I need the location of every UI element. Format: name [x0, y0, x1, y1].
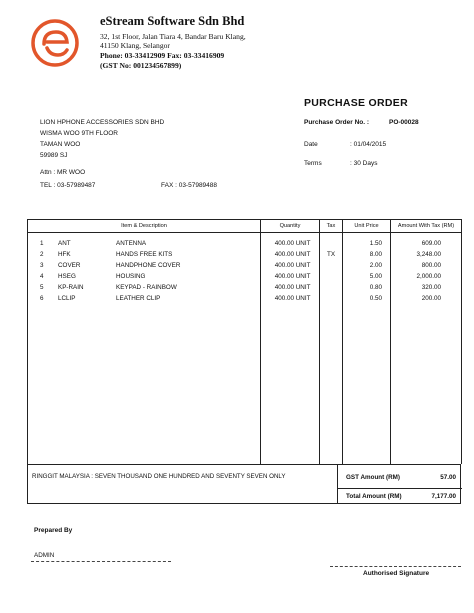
amount-column	[391, 233, 462, 465]
item-description: HANDS FREE KITS	[116, 251, 173, 258]
amount-in-words: RINGGIT MALAYSIA : SEVEN THOUSAND ONE HUNDRED AND SEVENTY SEVEN ONLY	[32, 473, 286, 480]
date-label: Date	[304, 141, 318, 148]
item-amount: 200.00	[421, 295, 441, 302]
supplier-address-line-3: 59989 SJ	[40, 152, 68, 159]
item-unit-price: 0.80	[369, 284, 382, 291]
item-description: KEYPAD - RAINBOW	[116, 284, 177, 291]
tax-column	[320, 233, 343, 465]
company-name: eStream Software Sdn Bhd	[100, 14, 245, 28]
item-quantity: 400.00	[274, 240, 294, 247]
supplier-name: LION HPHONE ACCESSORIES SDN BHD	[40, 119, 165, 126]
row-number: 5	[40, 284, 44, 291]
authorised-signature-line	[330, 566, 461, 567]
item-quantity: 400.00	[274, 295, 294, 302]
row-number: 6	[40, 295, 44, 302]
table-row	[28, 293, 260, 304]
header-quantity: Quantity	[261, 220, 320, 233]
item-tax	[320, 271, 342, 282]
table-header-row	[28, 220, 462, 233]
quantity-column	[261, 233, 320, 465]
item-amount: 3,248.00	[416, 251, 441, 258]
item-quantity: 400.00	[274, 251, 294, 258]
po-number-label: Purchase Order No. :	[304, 119, 370, 126]
item-amount: 609.00	[421, 240, 441, 247]
table-body	[28, 233, 462, 465]
header-unit-price: Unit Price	[343, 220, 391, 233]
row-number: 4	[40, 273, 44, 280]
item-quantity: 400.00	[274, 284, 294, 291]
item-uom: UNIT	[295, 262, 311, 269]
prepared-by-label: Prepared By	[34, 527, 73, 534]
item-description: HOUSING	[116, 273, 146, 280]
supplier-attn: Attn : MR WOO	[40, 169, 86, 176]
header-tax: Tax	[320, 220, 343, 233]
item-unit-price: 0.50	[369, 295, 382, 302]
row-number: 2	[40, 251, 44, 258]
table-row	[28, 271, 260, 282]
item-description-column	[28, 233, 261, 465]
item-uom: UNIT	[295, 240, 311, 247]
prepared-by-name: ADMIN	[34, 552, 55, 559]
item-amount: 2,000.00	[416, 273, 441, 280]
item-code: ANT	[58, 240, 71, 247]
item-quantity: 400.00	[274, 262, 294, 269]
po-number-value: PO-00028	[389, 119, 419, 126]
row-number: 1	[40, 240, 44, 247]
items-table	[27, 219, 462, 464]
item-uom: UNIT	[295, 284, 311, 291]
table-row	[28, 260, 260, 271]
supplier-address-line-1: WISMA WOO 9TH FLOOR	[40, 130, 119, 137]
company-logo	[30, 18, 80, 68]
item-unit-price: 8.00	[369, 251, 382, 258]
item-unit-price: 1.50	[369, 240, 382, 247]
item-tax	[320, 260, 342, 271]
item-amount: 320.00	[421, 284, 441, 291]
unit-price-column	[343, 233, 391, 465]
item-unit-price: 2.00	[369, 262, 382, 269]
item-tax	[320, 238, 342, 249]
item-unit-price: 5.00	[369, 273, 382, 280]
company-address-line-2: 41150 Klang, Selangor	[100, 41, 170, 50]
row-number: 3	[40, 262, 44, 269]
company-gst-no: (GST No: 001234567899)	[100, 61, 182, 70]
item-uom: UNIT	[295, 251, 311, 258]
terms-label: Terms	[304, 160, 322, 167]
company-address-line-1: 32, 1st Floor, Jalan Tiara 4, Bandar Baru Klang,	[100, 32, 246, 41]
supplier-tel: TEL : 03-57989487	[40, 182, 96, 189]
total-amount-value: 7,177.00	[431, 493, 456, 500]
prepared-by-signature-line	[31, 561, 171, 562]
table-row	[28, 249, 260, 260]
total-amount-row	[338, 487, 462, 507]
item-tax	[320, 293, 342, 304]
supplier-fax: FAX : 03-57989488	[161, 182, 218, 189]
item-code: COVER	[58, 262, 81, 269]
gst-amount-row	[338, 468, 462, 488]
item-quantity: 400.00	[274, 273, 294, 280]
gst-amount-value: 57.00	[440, 474, 456, 481]
item-amount: 800.00	[421, 262, 441, 269]
supplier-address-line-2: TAMAN WOO	[40, 141, 81, 148]
item-code: KP-RAIN	[58, 284, 84, 291]
item-uom: UNIT	[295, 273, 311, 280]
table-row	[28, 282, 260, 293]
date-value: : 01/04/2015	[350, 141, 387, 148]
total-amount-label: Total Amount (RM)	[346, 493, 402, 500]
item-description: LEATHER CLIP	[116, 295, 161, 302]
item-uom: UNIT	[295, 295, 311, 302]
item-code: LCLIP	[58, 295, 76, 302]
header-amount-with-tax: Amount With Tax (RM)	[391, 220, 462, 233]
totals-box	[337, 464, 461, 504]
terms-value: : 30 Days	[350, 160, 378, 167]
gst-amount-label: GST Amount (RM)	[346, 474, 400, 481]
item-tax	[320, 282, 342, 293]
table-row	[28, 238, 260, 249]
company-phone-fax: Phone: 03-33412909 Fax: 03-33416909	[100, 51, 225, 60]
header-item-description: Item & Description	[28, 220, 261, 233]
item-code: HFK	[58, 251, 71, 258]
item-description: ANTENNA	[116, 240, 147, 247]
document-title: PURCHASE ORDER	[304, 97, 408, 109]
item-description: HANDPHONE COVER	[116, 262, 181, 269]
item-code: HSEG	[58, 273, 76, 280]
item-tax: TX	[326, 251, 336, 258]
authorised-signature-label: Authorised Signature	[363, 570, 430, 577]
